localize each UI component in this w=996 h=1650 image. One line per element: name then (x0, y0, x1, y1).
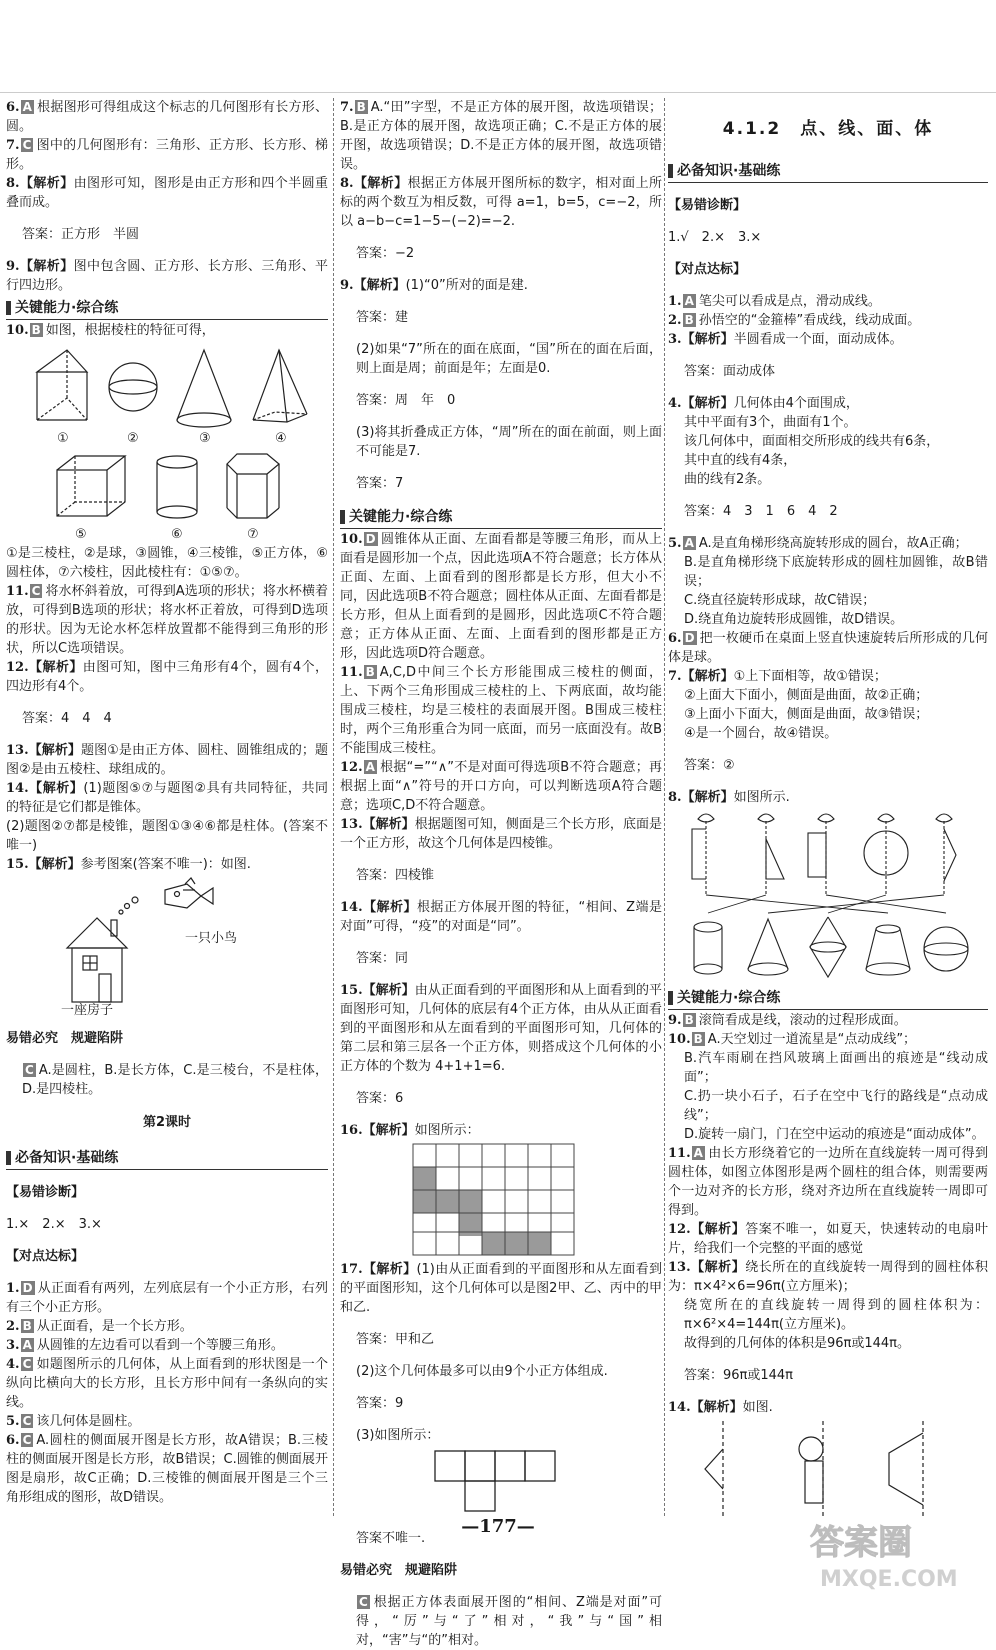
item-number: 7. (6, 138, 20, 153)
answer-text: 由图可知，图中三角形有4个，圆有4个，四边形有4个。 (6, 660, 328, 694)
sphere-shape (109, 363, 157, 411)
answer-text: 1.× 2.× 3.× (6, 1217, 102, 1232)
answer-item (6, 1355, 328, 1412)
section-bar (6, 301, 11, 315)
watermark-logo (800, 1512, 990, 1594)
section-header (6, 1147, 328, 1170)
item-number: 11. (668, 1146, 691, 1161)
rotation-matching-figure (678, 809, 978, 985)
trap-title: 易错必究 规避陷阱 (340, 1563, 458, 1578)
item-number: 6. (6, 1433, 20, 1448)
cone-shape (177, 350, 231, 427)
analysis-tag: 【解析】 (19, 176, 74, 191)
answer-text: ④是一个圆台，故④错误。 (684, 726, 838, 741)
answer-item (6, 98, 328, 136)
answer-text: 根据图形可得组成这个标志的几何图形有长方形、圆。 (6, 100, 328, 134)
sphere-shape (924, 927, 968, 971)
item-number: 12. (668, 1222, 691, 1237)
answer-text: ③上面小下面大，侧面是曲面，故③错误； (684, 707, 929, 722)
section-header (668, 987, 988, 1010)
analysis-tag: 【解析】 (362, 1123, 415, 1138)
answer-text: 由从正面看到的平面图形和从上面看到的平面图形可知，几何体的底层有4个正方体，由从从正面看到的平面图形和从左面看到的平面图形可知，几何体的第二层和第三层各一个正方体，则搭成这个几何体的小正方体的个数为 4+1+1=6. (340, 983, 662, 1074)
answer-item (6, 321, 328, 340)
answer-item (668, 1011, 988, 1030)
analysis-tag: 【解析】 (690, 1222, 746, 1237)
answer-text: 曲的线有2条。 (684, 472, 771, 487)
answer-label: C (359, 1595, 368, 1609)
answer-line: 答案：7 (356, 476, 404, 491)
answer-text: (3)将其折叠成正方体，“周”所在的面在前面，则上面不可能是7. (356, 425, 662, 459)
figure-label: ② (127, 431, 139, 446)
answer-text: (1)“0”所对的面是建. (405, 278, 528, 293)
item-number: 2. (6, 1319, 20, 1334)
section-header (340, 506, 662, 529)
answer-text: 圆锥体从正面、左面看都是等腰三角形，而从上面看是圆形加一个点，因此选项A不符合题意；长方体从正面、左面、上面看到的图形都是长方形，但大小不同，因此选项B不符合题意；圆柱体从正面、左面看都是长方形，但从上面看到的是圆形，因此选项C不符合题意；正方体从正面、左面、上面看到的图形都是正方形，因此选项D符合题意。 (340, 532, 662, 661)
answer-text: ①是三棱柱，②是球，③圆锥，④三棱锥，⑤正方体，⑥圆柱体，⑦六棱柱，因此棱柱有：①⑤⑦。 (6, 546, 328, 580)
page-number: —177— (461, 1516, 535, 1537)
answer-line: 答案：甲和乙 (356, 1332, 435, 1347)
answer-line: 答案：6 (356, 1091, 404, 1106)
item-number: 9. (6, 259, 20, 274)
answer-label: A (22, 100, 32, 114)
answer-text: 滚筒看成是线，滚动的过程形成面。 (698, 1013, 907, 1028)
answer-item (668, 1220, 988, 1258)
item-number: 1. (668, 294, 682, 309)
answer-item (6, 1431, 328, 1507)
house-bird-figure (37, 876, 297, 1016)
answer-text: 根据题图可知，侧面是三个长方形，底面是一个正方形，故这个几何体是四棱锥。 (340, 817, 662, 851)
answer-text: B.是直角梯形绕下底旋转形成的圆柱加圆锥，故B错误； (684, 555, 988, 589)
item-number: 5. (668, 536, 682, 551)
section-title: 必备知识·基础练 (677, 163, 781, 179)
answer-line: 答案：9 (356, 1396, 404, 1411)
subsection-title: 【对点达标】 (6, 1249, 85, 1264)
answer-text: 如图. (742, 1400, 773, 1415)
analysis-tag: 【解析】 (681, 669, 734, 684)
column-3 (668, 98, 988, 1521)
answer-text: 如题图所示的几何体，从上面看到的形状图是一个纵向比横向大的长方形，且长方形中间有一条纵向的实线。 (6, 1357, 328, 1410)
answer-text: 将水杯斜着放，可得到A选项的形状；将水杯横着放，可得到B选项的形状；将水杯正着放，可得到D选项的形状。因为无论水杯怎样放置都不能得到三角形的形状，所以C选项错误。 (6, 584, 328, 656)
analysis-tag: 【解析】 (690, 1260, 746, 1275)
answer-text: ①上下面相等，故①错误； (733, 669, 887, 684)
answer-line: 答案：面动成体 (684, 364, 776, 379)
answer-label: C (22, 138, 32, 152)
item-number: 11. (6, 584, 29, 599)
lesson-title: 第2课时 (142, 1115, 192, 1130)
answer-item (340, 530, 662, 663)
analysis-tag: 【解析】 (362, 900, 417, 915)
answer-text: 根据“=”“∧”不是对面可得选项B不符合题意；再根据上面“∧”符号的开口方向，可以判断选项A符合题意；选项C,D不符合题意。 (340, 760, 662, 813)
answer-item (340, 663, 662, 758)
answer-line: 答案：−2 (356, 246, 415, 261)
answer-label: A (693, 1146, 703, 1160)
answer-item (340, 174, 662, 231)
figure-caption: 一只小鸟 (185, 931, 238, 946)
lesson-heading: 4.1.2 点、线、面、体 (722, 119, 934, 139)
section-bar (340, 510, 345, 524)
shaded-cell (459, 1190, 482, 1213)
analysis-tag: 【解析】 (681, 396, 734, 411)
answer-item (340, 1260, 662, 1317)
answer-label: B (22, 1319, 32, 1333)
answer-text: (3)如图所示： (356, 1428, 440, 1443)
item-number: 10. (340, 532, 363, 547)
answer-item (668, 1258, 988, 1296)
answer-text: B.汽车雨刷在挡风玻璃上面画出的痕迹是“线动成面”； (684, 1051, 988, 1085)
answer-label: B (365, 665, 375, 679)
item-number: 6. (668, 631, 682, 646)
answer-text: (2)这个几何体最多可以由9个小正方体组成. (356, 1364, 608, 1379)
item-number: 15. (6, 857, 29, 872)
grid-figure (411, 1142, 591, 1258)
analysis-tag: 【解析】 (681, 332, 734, 347)
section-bar (668, 164, 673, 178)
house-shape (67, 897, 138, 1002)
subsection-title: 【易错诊断】 (6, 1185, 85, 1200)
answer-text: D.旋转一扇门，门在空中运动的痕迹是“面动成体”。 (684, 1127, 985, 1142)
answer-item (340, 1121, 662, 1140)
answer-text: 绕长所在的直线旋转一周得到的圆柱体积为：π×4²×6=96π(立方厘米)； (668, 1260, 988, 1294)
frustum-shape (866, 925, 910, 975)
answer-text: 故得到的几何体的体积是96π或144π。 (684, 1336, 911, 1351)
shaded-cell (482, 1232, 505, 1255)
item-number: 8. (6, 176, 20, 191)
answer-item (668, 394, 988, 413)
answer-line: 答案：建 (356, 310, 409, 325)
answer-item (6, 1336, 328, 1355)
section-title: 关键能力·综合练 (15, 300, 119, 316)
net-figure (431, 1447, 571, 1527)
answer-text: 答案不唯一，如夏天，快速转动的电扇叶片，给我们一个完整的平面的感觉 (668, 1222, 988, 1256)
answer-label: D (22, 1281, 33, 1295)
answer-text: C.扔一块小石子，石子在空中飞行的路线是“点动成线”； (684, 1089, 988, 1123)
answer-label: B (684, 313, 694, 327)
answer-text: 笔尖可以看成是点，滑动成线。 (698, 294, 881, 309)
answer-text: 从正面看有两列，左列底层有一个小正方形，右列有三个小正方形。 (6, 1281, 328, 1315)
answer-item (668, 311, 988, 330)
answer-item (6, 136, 328, 174)
answer-item (668, 1144, 988, 1220)
answer-text: (1)题图⑤⑦与题图②具有共同特征，共同的特征是它们都是锥体。 (6, 781, 328, 815)
subsection-title: 【易错诊断】 (668, 198, 747, 213)
answer-text: 从圆锥的左边看可以看到一个等腰三角形。 (36, 1338, 284, 1353)
answer-text: 答案不唯一. (356, 1531, 426, 1546)
answer-text: 由图形可知，图形是由正方形和四个半圆重叠而成。 (6, 176, 328, 210)
item-number: 3. (6, 1338, 20, 1353)
answer-label: C (31, 584, 41, 598)
item-number: 10. (6, 323, 29, 338)
answer-label: B (693, 1032, 703, 1046)
shaded-cell (436, 1190, 459, 1213)
item-number: 8. (340, 176, 354, 191)
figure-label: ③ (199, 431, 211, 446)
answer-item (668, 1030, 988, 1049)
answer-text: A.是圆柱，B.是长方体，C.是三棱台，不是柱体，D.是四棱柱。 (22, 1063, 328, 1097)
answer-item (340, 276, 662, 295)
answer-text: A,C,D中间三个长方形能围成三棱柱的侧面，上、下两个三角形围成三棱柱的上、下两底面，故均能围成三棱柱，均是三棱柱的表面展开图。B围成三棱柱时，两个三角形重合为同一底面，而另一底面没有。故B不能围成三棱柱。 (340, 665, 662, 756)
answer-text: 根据正方体展开图所标的数字，相对面上所标的两个数互为相反数，可得 a=1，b=5，c=−2，所以 a−b−c=1−5−(−2)=−2. (340, 176, 662, 229)
analysis-tag: 【解析】 (19, 259, 74, 274)
answer-label: C (25, 1063, 34, 1077)
pyramid-shape (253, 350, 307, 422)
answer-text: 根据正方体表面展开图的“相间、Z端是对面”可得，“厉”与“了”相对，“我”与“国”相对，“害”与“的”相对。 (356, 1595, 662, 1648)
column-divider-2 (664, 98, 665, 1516)
answer-label: B (684, 1013, 694, 1027)
item-number: 5. (6, 1414, 20, 1429)
answer-text: ②上面大下面小，侧面是曲面，故②正确； (684, 688, 929, 703)
answer-item (668, 667, 988, 686)
item-number: 15. (340, 983, 363, 998)
answer-text: 其中直的线有4条， (684, 453, 797, 468)
answer-item (668, 330, 988, 349)
shaded-cell (413, 1167, 436, 1190)
answer-text: 图中包含圆、正方形、长方形、三角形、平行四边形。 (6, 259, 328, 293)
answer-text: 根据正方体展开图的特征，“相间、Z端是对面”可得，“疫”的对面是“同”。 (340, 900, 662, 934)
item-number: 13. (668, 1260, 691, 1275)
answer-text: 其中平面有3个，曲面有1个。 (684, 415, 857, 430)
answer-text: (2)如果“7”所在的面在底面，“国”所在的面在后面，则上面是周；前面是年；左面是0. (356, 342, 662, 376)
shaded-cell (413, 1190, 436, 1213)
answer-text: 该几何体是圆柱。 (36, 1414, 141, 1429)
answer-item (6, 1279, 328, 1317)
solids-figure (17, 342, 317, 542)
answer-item (340, 758, 662, 815)
answer-text: 由长方形绕着它的一边所在直线旋转一周可得到圆柱体，如图立体图形是两个圆柱的组合体，则需要两个一边对齐的长方形，绕对齐边所在直线旋转一周即可得到。 (668, 1146, 988, 1218)
answer-text: A.是直角梯形绕高旋转形成的圆台，故A正确； (698, 536, 968, 551)
answer-item (6, 1317, 328, 1336)
answer-label: C (22, 1433, 32, 1447)
analysis-tag: 【解析】 (362, 983, 415, 998)
answer-text: 绕宽所在的直线旋转一周得到的圆柱体积为：π×6²×4=144π(立方厘米)。 (684, 1298, 988, 1332)
analysis-tag: 【解析】 (362, 817, 415, 832)
cube-shape (57, 456, 125, 516)
item-number: 9. (668, 1013, 682, 1028)
section-bar (6, 1151, 11, 1165)
section-header (668, 160, 988, 183)
analysis-tag: 【解析】 (353, 278, 406, 293)
figure-label: ⑥ (171, 527, 183, 542)
answer-item (340, 898, 662, 936)
item-number: 10. (668, 1032, 691, 1047)
shaded-cell (459, 1213, 482, 1236)
section-title: 关键能力·综合练 (677, 990, 781, 1006)
item-number: 7. (340, 100, 354, 115)
shaded-cell (528, 1232, 551, 1255)
item-number: 4. (6, 1357, 20, 1372)
triangular-prism-shape (37, 350, 87, 420)
figure-label: ④ (275, 431, 287, 446)
answer-label: C (22, 1414, 32, 1428)
answer-label: A (684, 294, 694, 308)
answer-text: 该几何体中，面面相交所形成的线共有6条， (684, 434, 940, 449)
item-number: 16. (340, 1123, 363, 1138)
bird-shape (165, 878, 213, 908)
item-number: 13. (6, 743, 29, 758)
item-number: 6. (6, 100, 20, 115)
answer-text: 把一枚硬币在桌面上竖直快速旋转后所形成的几何体是球。 (668, 631, 988, 665)
answer-text: 从正面看，是一个长方形。 (36, 1319, 193, 1334)
answer-line: 答案：正方形 半圆 (22, 227, 140, 242)
section-bar (668, 991, 673, 1005)
analysis-tag: 【解析】 (28, 857, 81, 872)
answer-text: 图中的几何图形有：三角形、正方形、长方形、梯形。 (6, 138, 328, 172)
column-2 (340, 98, 662, 1650)
answer-text: 参考图案(答案不唯一)：如图. (80, 857, 251, 872)
section-header (6, 297, 328, 320)
answer-text: D.绕直角边旋转形成圆锥，故D错误。 (684, 612, 904, 627)
answer-label: D (684, 631, 695, 645)
answer-line: 答案：同 (356, 951, 409, 966)
axis-shapes-figure (693, 1419, 963, 1519)
column-1 (6, 98, 328, 1507)
answer-text: A.“田”字型，不是正方体的展开图，故选项错误；B.是正方体的展开图，故选项正确；C.不是正方体的展开图，故选项错误；D.不是正方体的展开图，故选项错误。 (340, 100, 662, 172)
answer-item (6, 779, 328, 817)
answer-label: A (684, 536, 694, 550)
watermark-text: 答案圈 (810, 1523, 912, 1563)
answer-text: 题图①是由正方体、圆柱、圆锥组成的；题图②是由五棱柱、球组成的。 (6, 743, 328, 777)
analysis-tag: 【解析】 (28, 660, 83, 675)
answer-item (6, 741, 328, 779)
answer-text: A.天空划过一道流星是“点动成线”； (707, 1032, 917, 1047)
answer-item (668, 629, 988, 667)
answer-line: 答案：4 3 1 6 4 2 (684, 504, 838, 519)
answer-item (6, 658, 328, 696)
analysis-tag: 【解析】 (353, 176, 408, 191)
answer-label: A (365, 760, 375, 774)
item-number: 17. (340, 1262, 363, 1277)
answer-item (340, 815, 662, 853)
answer-line: 答案：② (684, 758, 735, 773)
answer-item (668, 788, 988, 807)
answer-text: A.圆柱的侧面展开图是长方形，故A错误；B.三棱柱的侧面展开图是长方形，故B错误；C.圆锥的侧面展开图是扇形，故C正确；D.三棱锥的侧面展开图是三个三角形组成的图形，故D错误。 (6, 1433, 328, 1505)
item-number: 12. (6, 660, 29, 675)
item-number: 4. (668, 396, 682, 411)
hexagonal-prism-shape (227, 454, 279, 518)
figure-caption: 一座房子 (61, 1003, 114, 1016)
answer-line: 答案：四棱锥 (356, 868, 435, 883)
answer-text: 半圆看成一个面，面动成体。 (733, 332, 903, 347)
answer-item (668, 292, 988, 311)
section-title: 必备知识·基础练 (15, 1150, 119, 1166)
answer-label: B (356, 100, 366, 114)
analysis-tag: 【解析】 (690, 1400, 743, 1415)
answer-item (340, 981, 662, 1076)
answer-item (6, 257, 328, 295)
item-number: 13. (340, 817, 363, 832)
answer-text: 如图所示： (414, 1123, 480, 1138)
analysis-tag: 【解析】 (362, 1262, 417, 1277)
answer-line: 答案：96π或144π (684, 1368, 794, 1383)
answer-item (6, 1412, 328, 1431)
answer-item (340, 1593, 662, 1650)
cylinder-shape (157, 456, 197, 518)
answer-text: 如图所示. (733, 790, 790, 805)
item-number: 14. (668, 1400, 691, 1415)
answer-item (6, 1061, 328, 1099)
analysis-tag: 【解析】 (28, 743, 81, 758)
answer-item (668, 1398, 988, 1417)
answer-text: (1)由从正面看到的平面图形和从左面看到的平面图形知，这个几何体可以是图2甲、乙、丙中的甲和乙. (340, 1262, 662, 1315)
analysis-tag: 【解析】 (681, 790, 734, 805)
analysis-tag: 【解析】 (28, 781, 84, 796)
answer-text: (2)题图②⑦都是棱锥，题图①③④⑥都是柱体。(答案不唯一) (6, 819, 328, 853)
answer-label: D (365, 532, 376, 546)
figure-label: ⑦ (247, 527, 259, 542)
figure-label: ① (57, 431, 69, 446)
answer-text: 如图，根据棱柱的特征可得， (45, 323, 215, 338)
answer-item (6, 174, 328, 212)
answer-line: 答案：周 年 0 (356, 393, 456, 408)
answer-item (668, 534, 988, 553)
answer-text: 1.√ 2.× 3.× (668, 230, 762, 245)
item-number: 11. (340, 665, 363, 680)
item-number: 3. (668, 332, 682, 347)
answer-item (340, 98, 662, 174)
answer-text: 孙悟空的“金箍棒”看成线，线动成面。 (698, 313, 921, 328)
subsection-title: 【对点达标】 (668, 262, 747, 277)
trap-title: 易错必究 规避陷阱 (6, 1031, 124, 1046)
section-title: 关键能力·综合练 (349, 509, 453, 525)
figure-label: ⑤ (75, 527, 87, 542)
answer-label: C (22, 1357, 32, 1371)
cylinder-shape (694, 922, 722, 974)
answer-label: A (22, 1338, 32, 1352)
shaded-cell (505, 1232, 528, 1255)
column-divider-1 (333, 98, 334, 1516)
double-cone-shape (810, 917, 846, 977)
leaf-icons (698, 814, 952, 822)
answer-text: 几何体由4个面围成， (733, 396, 859, 411)
item-number: 7. (668, 669, 682, 684)
item-number: 8. (668, 790, 682, 805)
answer-item (6, 582, 328, 658)
top-rule (0, 92, 996, 93)
item-number: 14. (6, 781, 29, 796)
cone-shape (748, 919, 788, 975)
item-number: 1. (6, 1281, 20, 1296)
item-number: 2. (668, 313, 682, 328)
item-number: 14. (340, 900, 363, 915)
watermark-url: MXQE.COM (820, 1567, 958, 1592)
answer-text: C.绕直径旋转形成球，故C错误； (684, 593, 876, 608)
item-number: 12. (340, 760, 363, 775)
answer-line: 答案：4 4 4 (22, 711, 112, 726)
answer-label: B (31, 323, 41, 337)
answer-item (6, 855, 328, 874)
item-number: 9. (340, 278, 354, 293)
